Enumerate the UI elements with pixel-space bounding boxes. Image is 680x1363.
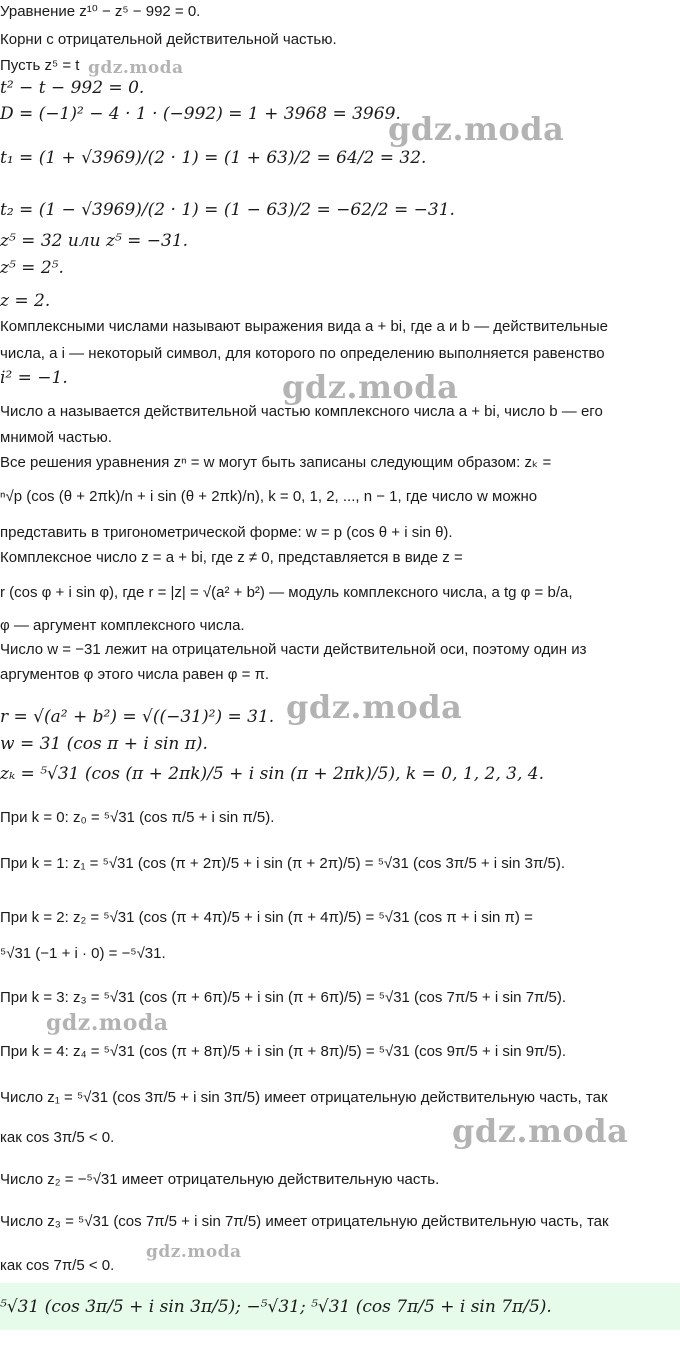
text-line: числа, а i — некоторый символ, для которого по определению выполняется равенство xyxy=(0,345,605,362)
text-line: Пусть z⁵ = t xyxy=(0,57,80,74)
text-line: φ — аргумент комплексного числа. xyxy=(0,617,245,634)
text-line: r (cos φ + i sin φ), где r = |z| = √(a² + b²) — модуль комплексного числа, а tg φ = b/a, xyxy=(0,584,573,601)
watermark: gdz.moda xyxy=(388,110,565,148)
text-line: представить в тригонометрической форме: w = p (cos θ + i sin θ). xyxy=(0,524,453,541)
text-line: z = 2. xyxy=(0,291,51,311)
watermark: gdz.moda xyxy=(452,1112,629,1150)
text-line: z⁵ = 32 или z⁵ = −31. xyxy=(0,231,189,251)
watermark: gdz.moda xyxy=(146,1242,242,1262)
text-line: ⁿ√p (cos (θ + 2πk)/n + i sin (θ + 2πk)/n), k = 0, 1, 2, ..., n − 1, где число w можно xyxy=(0,488,538,505)
text-line: r = √(a² + b²) = √((−31)²) = 31. xyxy=(0,707,275,727)
text-line: Комплексными числами называют выражения вида a + bi, где a и b — действительные xyxy=(0,318,608,335)
text-line: Уравнение z¹⁰ − z⁵ − 992 = 0. xyxy=(0,3,201,20)
text-line: ⁵√31 (−1 + i · 0) = −⁵√31. xyxy=(0,945,166,962)
watermark: gdz.moda xyxy=(88,58,184,78)
text-line: t² − t − 992 = 0. xyxy=(0,78,145,98)
text-line: i² = −1. xyxy=(0,368,68,388)
text-line: t₂ = (1 − √3969)/(2 · 1) = (1 − 63)/2 = −62/2 = −31. xyxy=(0,200,455,220)
answer-box xyxy=(0,1283,680,1330)
text-line: D = (−1)² − 4 · 1 · (−992) = 1 + 3968 = 3969. xyxy=(0,104,401,124)
text-line: Комплексное число z = a + bi, где z ≠ 0, представляется в виде z = xyxy=(0,549,463,566)
text-line: Число a называется действительной частью комплексного числа a + bi, число b — его xyxy=(0,403,603,420)
text-line: Число z₂ = −⁵√31 имеет отрицательную действительную часть. xyxy=(0,1171,440,1188)
text-line: При k = 2: z₂ = ⁵√31 (cos (π + 4π)/5 + i sin (π + 4π)/5) = ⁵√31 (cos π + i sin π) = xyxy=(0,909,533,926)
text-line: аргументов φ этого числа равен φ = π. xyxy=(0,666,270,683)
text-line: z⁵ = 2⁵. xyxy=(0,258,64,278)
text-line: При k = 1: z₁ = ⁵√31 (cos (π + 2π)/5 + i sin (π + 2π)/5) = ⁵√31 (cos 3π/5 + i sin 3π/5). xyxy=(0,855,566,872)
text-line: Все решения уравнения zⁿ = w могут быть записаны следующим образом: zₖ = xyxy=(0,454,552,471)
text-line: t₁ = (1 + √3969)/(2 · 1) = (1 + 63)/2 = 64/2 = 32. xyxy=(0,148,427,168)
text-line: как cos 3π/5 < 0. xyxy=(0,1129,115,1146)
text-line: Число z₃ = ⁵√31 (cos 7π/5 + i sin 7π/5) имеет отрицательную действительную часть, так xyxy=(0,1213,609,1230)
watermark: gdz.moda xyxy=(46,1010,169,1036)
text-line: При k = 4: z₄ = ⁵√31 (cos (π + 8π)/5 + i sin (π + 8π)/5) = ⁵√31 (cos 9π/5 + i sin 9π/5). xyxy=(0,1043,567,1060)
text-line: zₖ = ⁵√31 (cos (π + 2πk)/5 + i sin (π + 2πk)/5), k = 0, 1, 2, 3, 4. xyxy=(0,764,544,784)
text-line: мнимой частью. xyxy=(0,429,112,446)
text-line: Число z₁ = ⁵√31 (cos 3π/5 + i sin 3π/5) имеет отрицательную действительную часть, так xyxy=(0,1089,608,1106)
watermark: gdz.moda xyxy=(282,368,459,406)
text-line: w = 31 (cos π + i sin π). xyxy=(0,734,208,754)
answer-text: ⁵√31 (cos 3π/5 + i sin 3π/5); −⁵√31; ⁵√31 (cos 7π/5 + i sin 7π/5). xyxy=(0,1297,552,1317)
text-line: При k = 0: z₀ = ⁵√31 (cos π/5 + i sin π/5). xyxy=(0,809,275,826)
text-line: При k = 3: z₃ = ⁵√31 (cos (π + 6π)/5 + i sin (π + 6π)/5) = ⁵√31 (cos 7π/5 + i sin 7π/5). xyxy=(0,989,567,1006)
watermark: gdz.moda xyxy=(286,688,463,726)
text-line: как cos 7π/5 < 0. xyxy=(0,1257,115,1274)
text-line: Корни с отрицательной действительной частью. xyxy=(0,31,337,48)
text-line: Число w = −31 лежит на отрицательной части действительной оси, поэтому один из xyxy=(0,641,587,658)
